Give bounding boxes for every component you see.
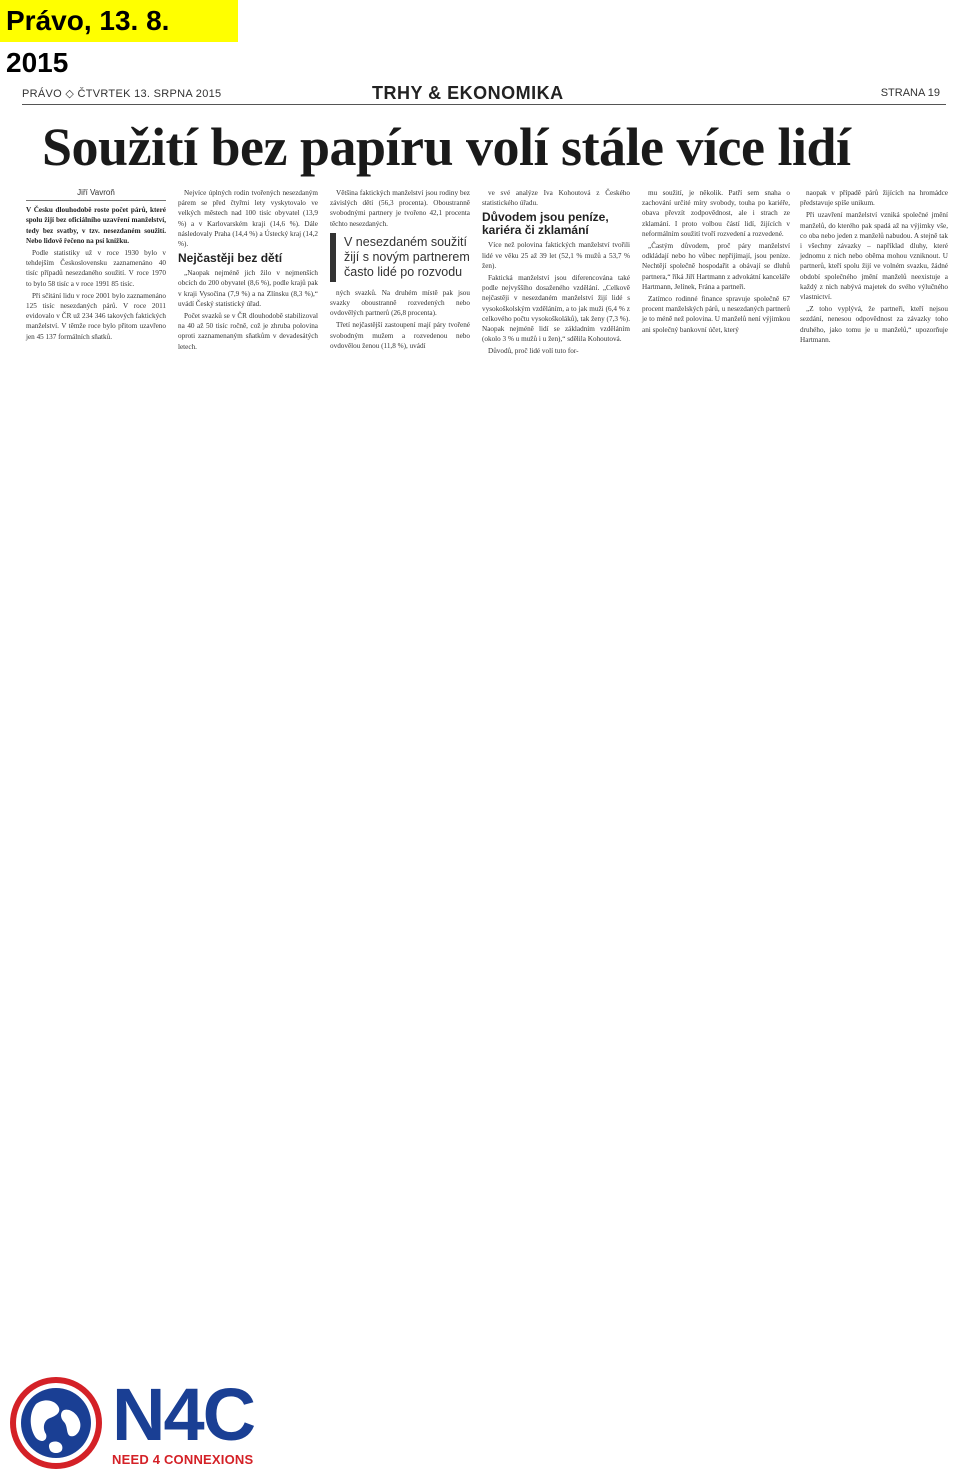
logo-wordmark: N4C bbox=[112, 1373, 255, 1456]
paragraph: Při uzavření manželství vzniká společné jmění manželů, do kterého pak spadá až na výjimky vše, co oba nebo jeden z manželů nabudou. A stejně tak i všechny závazky – například dluhy, které jednomu z nich nebo oběma mohou vzniknout. U partnerů, kteří spolu žijí ve volném svazku, žádné období společného jmění manželů neexistuje a každý z nich nabývá majetek do svého výlučného vlastnictví. bbox=[800, 211, 948, 302]
paragraph: Třetí nejčastější zastoupení mají páry tvořené svobodným mužem a rozvedenou nebo ovdovělou ženou (11,8 %), uvádí bbox=[330, 321, 470, 350]
column-1 bbox=[26, 188, 166, 344]
page-header bbox=[22, 84, 946, 105]
paragraph: ných svazků. Na druhém místě pak jsou svazky oboustranně rozvedených nebo ovdovělých partnerů (26,8 procenta). bbox=[330, 288, 470, 318]
column-2 bbox=[178, 188, 318, 354]
paragraph: naopak v případě párů žijících na hromádce představuje spíše unikum. bbox=[800, 189, 948, 208]
byline: Jiří Vavroň bbox=[26, 188, 166, 201]
article-body bbox=[22, 188, 950, 438]
paragraph: „Z toho vyplývá, že partneři, kteří nejsou sezdání, nenesou odpovědnost za závazky toho druhého, jako tomu je u manželů,“ upozorňuje Hartmann. bbox=[800, 305, 948, 344]
paragraph: Většina faktických manželství jsou rodiny bez závislých dětí (56,3 procenta). Oboustranně svobodnými partnery je tvořeno 42,1 procenta těchto nesezdaných. bbox=[330, 189, 470, 228]
logo-tagline: NEED 4 CONNEXIONS bbox=[112, 1452, 254, 1467]
paragraph: Podle statistiky už v roce 1930 bylo v tehdejším Československu zaznamenáno 40 tisíc případů nesezdaného soužití. V roce 1970 to bylo 58 tisíc a v roce 1991 85 tisíc. bbox=[26, 249, 166, 288]
subheading: Důvodem jsou peníze, kariéra či zklamání bbox=[482, 210, 609, 238]
header-date: PRÁVO ◇ ČTVRTEK 13. SRPNA 2015 bbox=[22, 88, 222, 100]
column-5 bbox=[642, 188, 790, 337]
paragraph: „Naopak nejméně jich žilo v nejmenších obcích do 200 obyvatel (8,6 %), podle krajů pak v kraji Vysočina (7,9 %) a na Zlínsku (8,3 %),“ uvádí Český statistický úřad. bbox=[178, 269, 318, 308]
source-date-label: Právo, 13. 8. 2015 bbox=[0, 0, 238, 42]
paragraph: ve své analýze Iva Kohoutová z Českého statistického úřadu. bbox=[482, 189, 630, 208]
newspaper-clipping bbox=[20, 84, 950, 440]
column-6 bbox=[800, 188, 948, 347]
subheading: Nejčastěji bez dětí bbox=[178, 251, 283, 266]
n4c-logo bbox=[6, 1374, 266, 1472]
paragraph: Více než polovina faktických manželství tvořili lidé ve věku 25 až 39 let (52,1 % mužů a 53,7 % žen). bbox=[482, 241, 630, 270]
paragraph: Nejvíce úplných rodin tvořených nesezdaným párem se před čtyřmi lety vyskytovalo ve velkých městech nad 100 tisíc obyvatel (13,9 %) a v Karlovarském kraji (14,6 %). Dále následovaly Praha (14,4 %) a Ústecký kraj (14,2 %). bbox=[178, 189, 318, 249]
globe-icon bbox=[6, 1374, 110, 1472]
paragraph: Při sčítání lidu v roce 2001 bylo zaznamenáno 125 tisíc nesezdaných párů. V roce 2011 evidovalo v ČR už 234 346 takových faktických manželství. V těmže roce bylo přitom uzavřeno jen 45 137 formálních sňatků. bbox=[26, 291, 166, 341]
paragraph: Počet svazků se v ČR dlouhodobě stabilizoval na 40 až 50 tisíc ročně, což je zhruba polovina oproti zaznamenaným sňatkům v devadesátých letech. bbox=[178, 312, 318, 351]
lead-paragraph: V Česku dlouhodobě roste počet párů, které spolu žijí bez oficiálního uzavření manželství, tedy bez svatby, v tzv. nesezdaném soužití. Nebo lidově řečeno na psí knížku. bbox=[26, 206, 166, 245]
header-page-number: STRANA 19 bbox=[880, 87, 940, 99]
paragraph: mu soužití, je několik. Patří sem snaha o zachování určité míry svobody, touha po kariéře, obava převzít zodpovědnost, ale i strach ze zklamání. I proto volbou částí lidí, žijících v neformálním soužití tvoří rozvedení a rozvedené. bbox=[642, 189, 790, 238]
column-4 bbox=[482, 188, 630, 359]
header-section: TRHY & EKONOMIKA bbox=[372, 83, 564, 103]
column-3 bbox=[330, 188, 470, 353]
article-headline: Soužití bez papíru volí stále více lidí bbox=[42, 117, 851, 177]
pull-quote: V nesezdaném soužití žijí s novým partnerem často lidé po rozvodu bbox=[330, 233, 470, 282]
paragraph: Zatímco rodinné finance spravuje společně 67 procent manželských párů, u nesezdaných partnerů je to méně než polovina. U manželů není výjimkou ani společný bankovní účet, který bbox=[642, 295, 790, 334]
paragraph: „Častým důvodem, proč páry manželství odkládají nebo ho vůbec nepřijímají, jsou peníze. Nechtějí společně hospodařit a obávají se dluhů partnera,“ říká Jiří Hartmann z advokátní kanceláře Hartmann, Jelínek, Frána a partneři. bbox=[642, 242, 790, 291]
paragraph: Důvodů, proč lidé volí tuto for- bbox=[488, 347, 579, 356]
paragraph: Faktická manželství jsou diferencována také podle nejvyššího dosaženého vzdělání. „Celkově nejčastěji v nesezdaném manželství žijí lidé s vysokoškolským vzděláním, a to jak muži (6,4 % z celkového počtu vysokoškoláků), tak ženy (7,3 %). Naopak nejméně lidí se základním vzděláním (okolo 3 % u mužů i u žen),“ sdělila Kohoutová. bbox=[482, 274, 630, 344]
